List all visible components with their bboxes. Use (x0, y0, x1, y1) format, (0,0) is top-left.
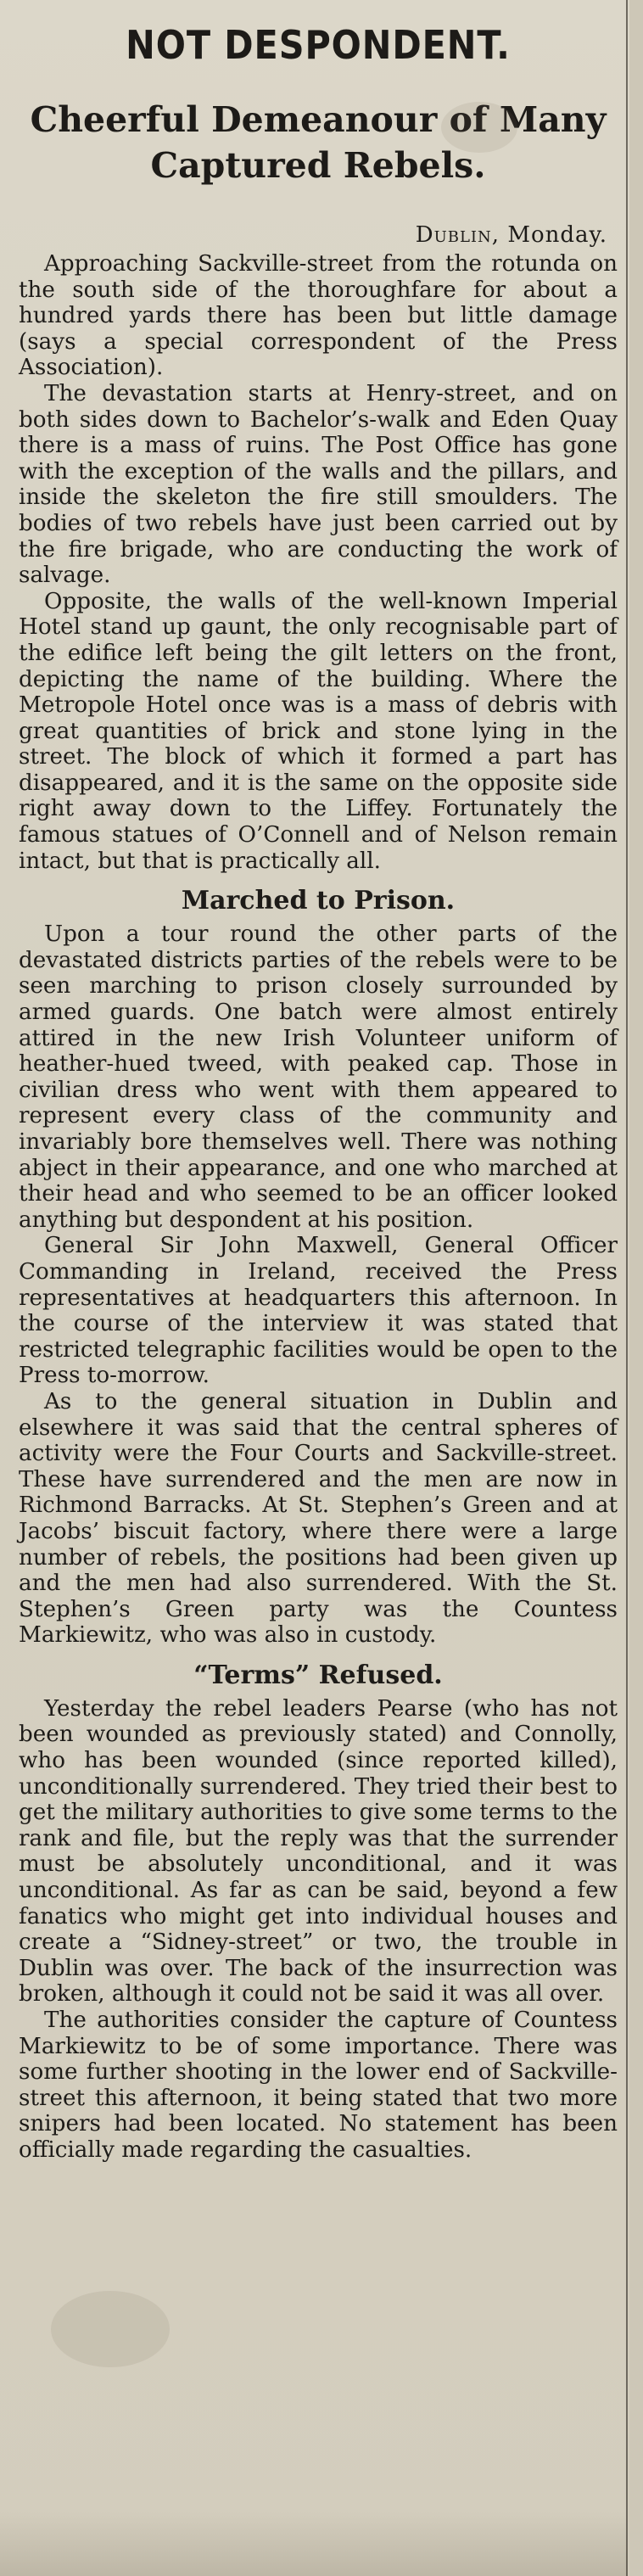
adjacent-column-edge (629, 0, 643, 2576)
dateline (19, 222, 607, 248)
paragraph: Opposite, the walls of the well-known Imperial Hotel stand up gaunt, the only recognisable part of the edifice left being the gilt letters on the front, depicting the name of the building. Where the Metropole Hotel once was is a mass of debris with great quantities of brick and stone lying in the street. The block of which it formed a part has disappeared, and it is the same on the opposite side right away down to the Liffey. Fortunately the famous statues of O’Connell and of Nelson remain intact, but that is practically all. (19, 588, 618, 874)
paragraph: Approaching Sackville-street from the rotunda on the south side of the thoroughfare for about a hundred yards there has been but little damage (says a special correspondent of the Press Association). (19, 251, 618, 381)
section-heading-terms: “Terms” Refused. (193, 1660, 443, 1690)
paper-edge-shadow (0, 2512, 628, 2576)
paragraph: General Sir John Maxwell, General Officer Commanding in Ireland, received the Press representatives at headquarters this afternoon. In the course of the interview it was stated that restricted telegraphic facilities would be open to the Press to-morrow. (19, 1233, 618, 1389)
paragraph: Yesterday the rebel leaders Pearse (who has not been wounded as previously stated) and Connolly, who has been wounded (since reported killed), unconditionally surrendered. They tried their best to get the military authorities to give some terms to the rank and file, but the reply was that the surrender must be absolutely unconditional, and it was unconditional. As far as can be said, beyond a few fanatics who might get into individual houses and create a “Sidney-street” or two, the trouble in Dublin was over. The back of the insurrection was broken, although it could not be said it was all over. (19, 1695, 618, 2008)
column-rule (626, 0, 628, 2576)
paragraph: As to the general situation in Dublin and elsewhere it was said that the central spheres of activity were the Four Courts and Sackville-street. These have surrendered and the men are now in Richmond Barracks. At St. Stephen’s Green and at Jacobs’ biscuit factory, where there were a large number of rebels, the positions had been given up and the men had also surrendered. With the St. Stephen’s Green party was the Countess Markiewitz, who was also in custody. (19, 1388, 618, 1649)
article-column (19, 15, 618, 2164)
paragraph: The devastation starts at Henry-street, and on both sides down to Bachelor’s-walk and Eden Quay there is a mass of ruins. The Post Office has gone with the exception of the walls and the pillars, and inside the skeleton the fire still smoulders. The bodies of two rebels have just been carried out by the fire brigade, who are conducting the work of salvage. (19, 380, 618, 589)
paragraph: The authorities consider the capture of Countess Markiewitz to be of some importance. There was some further shooting in the lower end of Sackville-street this afternoon, it being stated that two more snipers had been located. No statement has been officially made regarding the casualties. (19, 2008, 618, 2163)
section-heading-marched: Marched to Prison. (181, 886, 456, 916)
dateline-day: , Monday. (491, 222, 607, 248)
subheadline-line-2: Captured Rebels. (150, 145, 486, 186)
paper-stain (441, 102, 517, 153)
dateline-place: Dublin (415, 222, 492, 248)
paper-stain (51, 2291, 170, 2367)
headline: NOT DESPONDENT. (126, 22, 511, 68)
paragraph: Upon a tour round the other parts of the devastated districts parties of the rebels were to be seen marching to prison closely surrounded by armed guards. One batch were almost entirely attired in the new Irish Volunteer uniform of heather-hued tweed, with peaked cap. Those in civilian dress who went with them appeared to represent every class of the community and invariably bore themselves well. There was nothing abject in their appearance, and one who marched at their head and who seemed to be an officer looked anything but despondent at his position. (19, 921, 618, 1233)
subheadline (19, 97, 618, 188)
subheadline-line-1: Cheerful Demeanour of Many (30, 99, 607, 140)
